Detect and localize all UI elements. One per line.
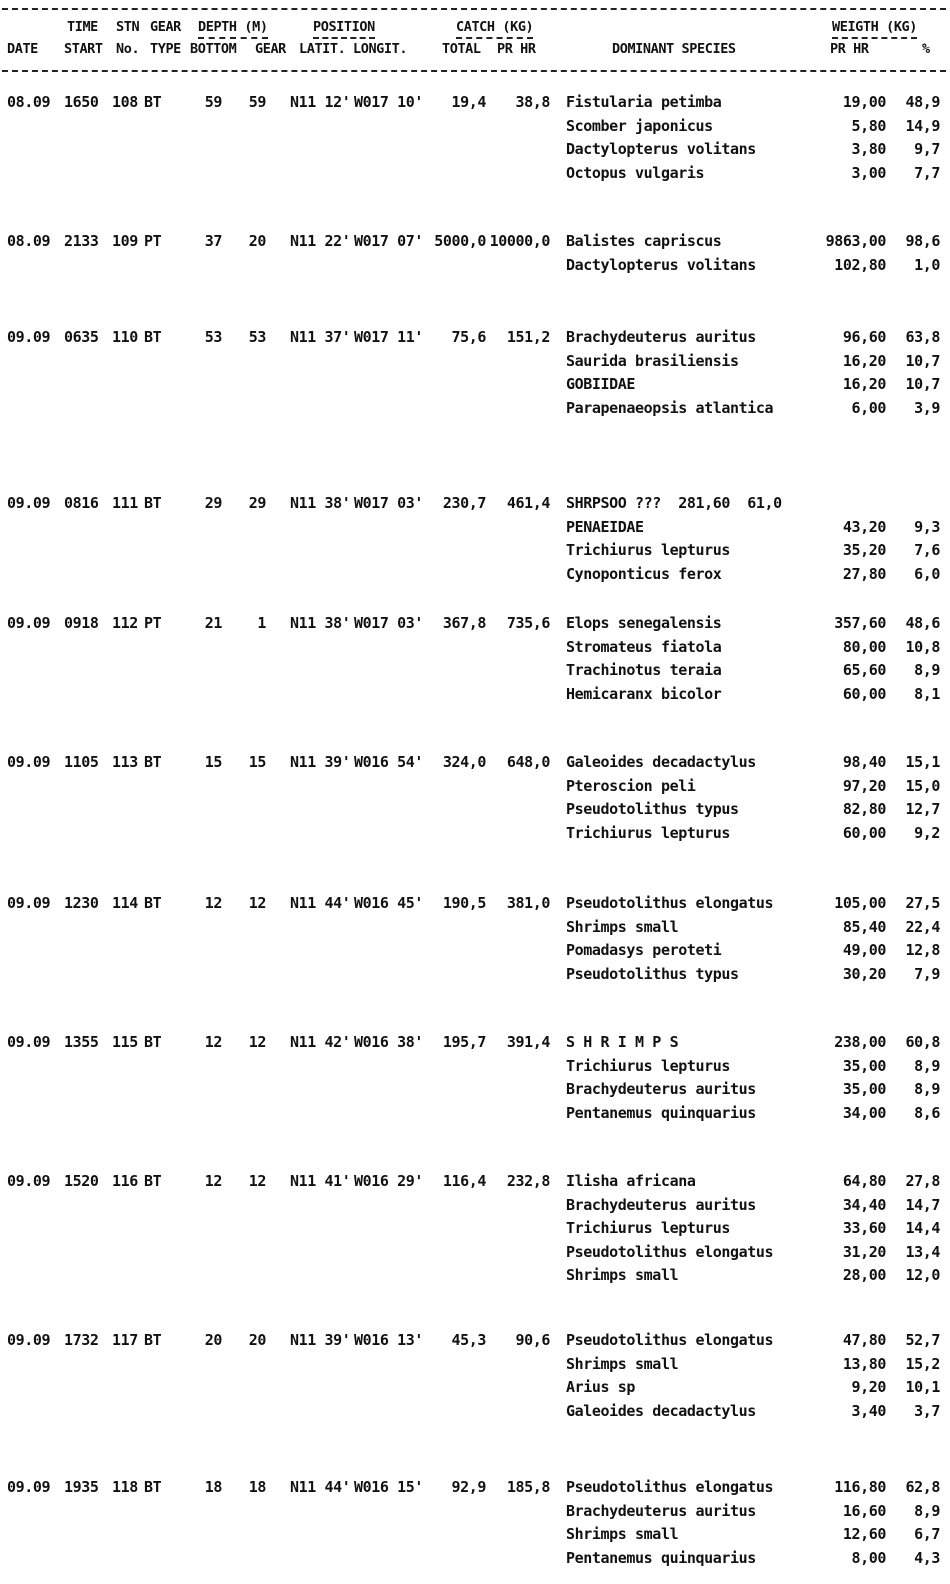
species-name: Pseudotolithus typus xyxy=(566,800,739,818)
species-percent: 10,7 xyxy=(905,351,940,370)
species-weight-prhr: 12,60 xyxy=(842,1525,886,1543)
station-bottom-depth: 21 xyxy=(204,614,222,632)
species-percent: 62,8 xyxy=(905,1478,940,1496)
species-percent: 52,7 xyxy=(905,1331,940,1349)
species-percent: 27,5 xyxy=(905,894,940,912)
header-bottom: BOTTOM xyxy=(190,41,237,57)
station-catch-total: 116,4 xyxy=(442,1172,486,1190)
species-weight-prhr: 49,00 xyxy=(842,941,886,959)
species-name: Trachinotus teraia xyxy=(566,661,722,679)
station-gear-type: BT xyxy=(144,93,162,111)
species-weight-prhr: 9,20 xyxy=(851,1378,886,1396)
station-longitude: W017 03' xyxy=(354,614,424,632)
species-weight-prhr: 102,80 xyxy=(834,255,886,274)
species-name: Fistularia petimba xyxy=(566,93,722,111)
station-longitude: W017 03' xyxy=(354,494,424,512)
station-bottom-depth: 12 xyxy=(204,1033,222,1051)
species-name: Stromateus fiatola xyxy=(566,637,722,656)
species-name: Pseudotolithus typus xyxy=(566,964,739,983)
station-longitude: W016 15' xyxy=(354,1478,424,1496)
station-catch-total: 92,9 xyxy=(451,1478,486,1496)
species-percent: 7,9 xyxy=(914,964,940,983)
station-bottom-depth: 37 xyxy=(204,232,222,250)
species-weight-prhr: 16,20 xyxy=(842,375,886,393)
station-bottom-depth: 29 xyxy=(204,494,222,512)
species-percent: 8,9 xyxy=(914,1501,940,1520)
species-weight-prhr: 8,00 xyxy=(851,1548,886,1567)
species-weight-prhr: 34,00 xyxy=(842,1103,886,1122)
species-name: Pseudotolithus elongatus xyxy=(566,1331,774,1349)
species-name: Cynoponticus ferox xyxy=(566,564,722,583)
station-catch-total: 190,5 xyxy=(442,894,486,912)
species-name: Shrimps small xyxy=(566,1354,679,1373)
station-longitude: W016 13' xyxy=(354,1331,424,1349)
station-catch-total: 19,4 xyxy=(451,93,486,111)
species-name: Pseudotolithus elongatus xyxy=(566,1242,774,1261)
species-percent: 15,1 xyxy=(905,753,940,771)
header-longit: LONGIT. xyxy=(353,41,408,57)
station-number: 111 xyxy=(112,494,138,512)
station-gear-type: BT xyxy=(144,1478,162,1496)
station-date: 09.09 xyxy=(7,894,51,912)
species-weight-prhr: 33,60 xyxy=(842,1219,886,1237)
species-percent: 8,1 xyxy=(914,684,940,703)
station-latitude: N11 12' xyxy=(290,93,351,111)
species-percent: 6,7 xyxy=(914,1525,940,1543)
species-percent: 13,4 xyxy=(905,1242,940,1261)
species-name: Ilisha africana xyxy=(566,1172,696,1190)
species-percent: 12,0 xyxy=(905,1266,940,1284)
station-gear-depth: 1 xyxy=(257,614,266,632)
station-number: 118 xyxy=(112,1478,138,1496)
station-number: 116 xyxy=(112,1172,138,1190)
header-weight-prhr: PR HR xyxy=(830,41,869,57)
station-time: 0816 xyxy=(64,494,99,512)
species-name: Dactylopterus volitans xyxy=(566,140,756,158)
species-name: SHRPSOO ??? 281,60 61,0 xyxy=(566,494,782,512)
species-percent: 12,7 xyxy=(905,800,940,818)
species-percent: 98,6 xyxy=(905,232,940,250)
station-catch-prhr: 735,6 xyxy=(506,614,550,632)
station-latitude: N11 44' xyxy=(290,1478,351,1496)
header-total: TOTAL xyxy=(442,41,481,57)
species-weight-prhr: 5,80 xyxy=(851,116,886,135)
station-catch-total: 45,3 xyxy=(451,1331,486,1349)
station-gear-depth: 20 xyxy=(248,1331,266,1349)
header-position: POSITION xyxy=(313,18,375,39)
header-gear-depth: GEAR xyxy=(255,41,286,57)
header-no: No. xyxy=(116,41,140,57)
species-name: PENAEIDAE xyxy=(566,517,644,536)
station-bottom-depth: 12 xyxy=(204,1172,222,1190)
species-weight-prhr: 64,80 xyxy=(842,1172,886,1190)
station-number: 112 xyxy=(112,614,138,632)
species-percent: 9,3 xyxy=(914,517,940,536)
species-weight-prhr: 116,80 xyxy=(834,1478,886,1496)
species-name: Octopus vulgaris xyxy=(566,163,705,182)
header-type: TYPE xyxy=(150,41,181,57)
species-weight-prhr: 28,00 xyxy=(842,1266,886,1284)
station-date: 09.09 xyxy=(7,1172,51,1190)
top-dashed-rule xyxy=(2,8,946,10)
species-weight-prhr: 82,80 xyxy=(842,800,886,818)
station-time: 1355 xyxy=(64,1033,99,1051)
station-catch-total: 75,6 xyxy=(451,328,486,346)
species-weight-prhr: 19,00 xyxy=(842,93,886,111)
species-name: Brachydeuterus auritus xyxy=(566,1195,756,1214)
station-time: 1935 xyxy=(64,1478,99,1496)
station-bottom-depth: 20 xyxy=(204,1331,222,1349)
station-date: 09.09 xyxy=(7,1478,51,1496)
station-gear-depth: 20 xyxy=(248,232,266,250)
station-gear-depth: 15 xyxy=(248,753,266,771)
header-catch: CATCH (KG) xyxy=(456,18,533,39)
station-gear-depth: 18 xyxy=(248,1478,266,1496)
station-longitude: W017 11' xyxy=(354,328,424,346)
station-catch-prhr: 232,8 xyxy=(506,1172,550,1190)
species-weight-prhr: 47,80 xyxy=(842,1331,886,1349)
species-weight-prhr: 97,20 xyxy=(842,776,886,795)
station-bottom-depth: 15 xyxy=(204,753,222,771)
species-percent: 10,7 xyxy=(905,375,940,393)
species-name: S H R I M P S xyxy=(566,1033,679,1051)
station-gear-type: BT xyxy=(144,494,162,512)
species-percent: 15,0 xyxy=(905,776,940,795)
station-number: 115 xyxy=(112,1033,138,1051)
species-weight-prhr: 35,00 xyxy=(842,1056,886,1075)
species-weight-prhr: 357,60 xyxy=(834,614,886,632)
species-percent: 4,3 xyxy=(914,1548,940,1567)
species-percent: 10,8 xyxy=(905,637,940,656)
station-catch-prhr: 391,4 xyxy=(506,1033,550,1051)
station-gear-depth: 12 xyxy=(248,1172,266,1190)
species-weight-prhr: 60,00 xyxy=(842,823,886,842)
station-time: 1650 xyxy=(64,93,99,111)
species-name: Pseudotolithus elongatus xyxy=(566,1478,774,1496)
species-weight-prhr: 80,00 xyxy=(842,637,886,656)
species-weight-prhr: 30,20 xyxy=(842,964,886,983)
species-name: Balistes capriscus xyxy=(566,232,722,250)
station-latitude: N11 38' xyxy=(290,494,351,512)
station-date: 09.09 xyxy=(7,1033,51,1051)
station-gear-depth: 29 xyxy=(248,494,266,512)
species-name: Brachydeuterus auritus xyxy=(566,1501,756,1520)
species-weight-prhr: 98,40 xyxy=(842,753,886,771)
species-percent: 1,0 xyxy=(914,255,940,274)
species-name: Pomadasys peroteti xyxy=(566,941,722,959)
species-weight-prhr: 9863,00 xyxy=(825,232,886,250)
station-catch-prhr: 151,2 xyxy=(506,328,550,346)
station-gear-depth: 53 xyxy=(248,328,266,346)
species-name: Elops senegalensis xyxy=(566,614,722,632)
species-name: Trichiurus lepturus xyxy=(566,1219,730,1237)
header-date: DATE xyxy=(7,41,38,57)
species-name: Saurida brasiliensis xyxy=(566,351,739,370)
species-percent: 12,8 xyxy=(905,941,940,959)
species-weight-prhr: 35,00 xyxy=(842,1080,886,1098)
header-gear: GEAR xyxy=(150,19,181,35)
species-percent: 14,4 xyxy=(905,1219,940,1237)
station-latitude: N11 22' xyxy=(290,232,351,250)
species-weight-prhr: 27,80 xyxy=(842,564,886,583)
species-name: Pentanemus quinquarius xyxy=(566,1548,756,1567)
station-date: 08.09 xyxy=(7,93,51,111)
species-name: Trichiurus lepturus xyxy=(566,541,730,559)
species-weight-prhr: 3,80 xyxy=(851,140,886,158)
station-time: 1230 xyxy=(64,894,99,912)
station-bottom-depth: 53 xyxy=(204,328,222,346)
species-percent: 48,9 xyxy=(905,93,940,111)
station-latitude: N11 38' xyxy=(290,614,351,632)
species-name: Shrimps small xyxy=(566,1525,679,1543)
station-number: 110 xyxy=(112,328,138,346)
species-weight-prhr: 105,00 xyxy=(834,894,886,912)
species-percent: 48,6 xyxy=(905,614,940,632)
station-bottom-depth: 59 xyxy=(204,93,222,111)
station-number: 109 xyxy=(112,232,138,250)
station-time: 1105 xyxy=(64,753,99,771)
station-gear-type: PT xyxy=(144,232,162,250)
station-date: 09.09 xyxy=(7,1331,51,1349)
species-name: Pentanemus quinquarius xyxy=(566,1103,756,1122)
species-percent: 22,4 xyxy=(905,917,940,936)
station-catch-total: 324,0 xyxy=(442,753,486,771)
station-latitude: N11 44' xyxy=(290,894,351,912)
species-percent: 9,7 xyxy=(914,140,940,158)
species-weight-prhr: 96,60 xyxy=(842,328,886,346)
header-latit: LATIT. xyxy=(299,41,346,57)
station-date: 09.09 xyxy=(7,328,51,346)
station-latitude: N11 37' xyxy=(290,328,351,346)
species-percent: 3,9 xyxy=(914,398,940,417)
species-percent: 14,7 xyxy=(905,1195,940,1214)
station-catch-total: 230,7 xyxy=(442,494,486,512)
species-percent: 7,6 xyxy=(914,541,940,559)
station-catch-prhr: 10000,0 xyxy=(489,232,550,250)
species-weight-prhr: 60,00 xyxy=(842,684,886,703)
species-name: Brachydeuterus auritus xyxy=(566,1080,756,1098)
station-gear-type: BT xyxy=(144,328,162,346)
species-percent: 27,8 xyxy=(905,1172,940,1190)
species-weight-prhr: 3,40 xyxy=(851,1401,886,1420)
station-latitude: N11 42' xyxy=(290,1033,351,1051)
species-weight-prhr: 3,00 xyxy=(851,163,886,182)
species-name: Brachydeuterus auritus xyxy=(566,328,756,346)
species-weight-prhr: 34,40 xyxy=(842,1195,886,1214)
station-catch-total: 5000,0 xyxy=(434,232,486,250)
species-weight-prhr: 31,20 xyxy=(842,1242,886,1261)
header-start: START xyxy=(64,41,103,57)
station-bottom-depth: 12 xyxy=(204,894,222,912)
species-percent: 8,6 xyxy=(914,1103,940,1122)
species-percent: 63,8 xyxy=(905,328,940,346)
species-percent: 6,0 xyxy=(914,564,940,583)
species-percent: 8,9 xyxy=(914,1056,940,1075)
header-dominant: DOMINANT SPECIES xyxy=(612,41,736,57)
species-percent: 14,9 xyxy=(905,116,940,135)
header-weigth: WEIGTH (KG) xyxy=(832,18,917,39)
species-name: Trichiurus lepturus xyxy=(566,1056,730,1075)
station-gear-depth: 59 xyxy=(248,93,266,111)
station-longitude: W016 29' xyxy=(354,1172,424,1190)
station-date: 09.09 xyxy=(7,753,51,771)
species-percent: 10,1 xyxy=(905,1378,940,1396)
station-time: 0635 xyxy=(64,328,99,346)
species-percent: 8,9 xyxy=(914,661,940,679)
station-catch-prhr: 461,4 xyxy=(506,494,550,512)
species-weight-prhr: 65,60 xyxy=(842,661,886,679)
station-longitude: W017 07' xyxy=(354,232,424,250)
station-number: 113 xyxy=(112,753,138,771)
station-catch-prhr: 185,8 xyxy=(506,1478,550,1496)
station-catch-total: 195,7 xyxy=(442,1033,486,1051)
station-catch-prhr: 648,0 xyxy=(506,753,550,771)
species-name: Scomber japonicus xyxy=(566,116,713,135)
header-time: TIME xyxy=(67,19,98,35)
station-number: 117 xyxy=(112,1331,138,1349)
station-catch-prhr: 38,8 xyxy=(515,93,550,111)
species-weight-prhr: 13,80 xyxy=(842,1354,886,1373)
species-name: Pseudotolithus elongatus xyxy=(566,894,774,912)
header-percent: % xyxy=(922,41,930,57)
station-catch-prhr: 90,6 xyxy=(515,1331,550,1349)
station-time: 2133 xyxy=(64,232,99,250)
station-catch-prhr: 381,0 xyxy=(506,894,550,912)
species-percent: 8,9 xyxy=(914,1080,940,1098)
station-time: 1520 xyxy=(64,1172,99,1190)
station-gear-type: BT xyxy=(144,753,162,771)
species-weight-prhr: 6,00 xyxy=(851,398,886,417)
header-stn: STN xyxy=(116,19,140,35)
species-name: Hemicaranx bicolor xyxy=(566,684,722,703)
station-bottom-depth: 18 xyxy=(204,1478,222,1496)
species-name: Parapenaeopsis atlantica xyxy=(566,398,774,417)
species-name: Shrimps small xyxy=(566,917,679,936)
species-weight-prhr: 16,20 xyxy=(842,351,886,370)
station-latitude: N11 41' xyxy=(290,1172,351,1190)
species-name: Galeoides decadactylus xyxy=(566,1401,756,1420)
species-name: Galeoides decadactylus xyxy=(566,753,756,771)
species-percent: 3,7 xyxy=(914,1401,940,1420)
species-weight-prhr: 85,40 xyxy=(842,917,886,936)
station-number: 114 xyxy=(112,894,138,912)
station-date: 09.09 xyxy=(7,614,51,632)
station-date: 08.09 xyxy=(7,232,51,250)
station-date: 09.09 xyxy=(7,494,51,512)
station-gear-depth: 12 xyxy=(248,894,266,912)
station-time: 1732 xyxy=(64,1331,99,1349)
species-name: GOBIIDAE xyxy=(566,375,636,393)
station-catch-total: 367,8 xyxy=(442,614,486,632)
species-name: Arius sp xyxy=(566,1378,636,1396)
species-weight-prhr: 16,60 xyxy=(842,1501,886,1520)
species-name: Pteroscion peli xyxy=(566,776,696,795)
species-name: Dactylopterus volitans xyxy=(566,255,756,274)
station-longitude: W016 54' xyxy=(354,753,424,771)
header-dashed-rule xyxy=(2,70,946,72)
station-time: 0918 xyxy=(64,614,99,632)
species-name: Trichiurus lepturus xyxy=(566,823,730,842)
station-gear-type: BT xyxy=(144,1033,162,1051)
species-percent: 15,2 xyxy=(905,1354,940,1373)
species-name: Shrimps small xyxy=(566,1266,679,1284)
species-weight-prhr: 35,20 xyxy=(842,541,886,559)
station-latitude: N11 39' xyxy=(290,753,351,771)
header-depth: DEPTH (M) xyxy=(198,18,268,39)
station-gear-type: BT xyxy=(144,1172,162,1190)
station-longitude: W016 45' xyxy=(354,894,424,912)
station-latitude: N11 39' xyxy=(290,1331,351,1349)
station-gear-depth: 12 xyxy=(248,1033,266,1051)
header-prhr: PR HR xyxy=(497,41,536,57)
species-weight-prhr: 238,00 xyxy=(834,1033,886,1051)
station-number: 108 xyxy=(112,93,138,111)
station-gear-type: PT xyxy=(144,614,162,632)
species-percent: 9,2 xyxy=(914,823,940,842)
station-longitude: W016 38' xyxy=(354,1033,424,1051)
species-percent: 7,7 xyxy=(914,163,940,182)
station-longitude: W017 10' xyxy=(354,93,424,111)
species-percent: 60,8 xyxy=(905,1033,940,1051)
species-weight-prhr: 43,20 xyxy=(842,517,886,536)
station-gear-type: BT xyxy=(144,894,162,912)
station-gear-type: BT xyxy=(144,1331,162,1349)
